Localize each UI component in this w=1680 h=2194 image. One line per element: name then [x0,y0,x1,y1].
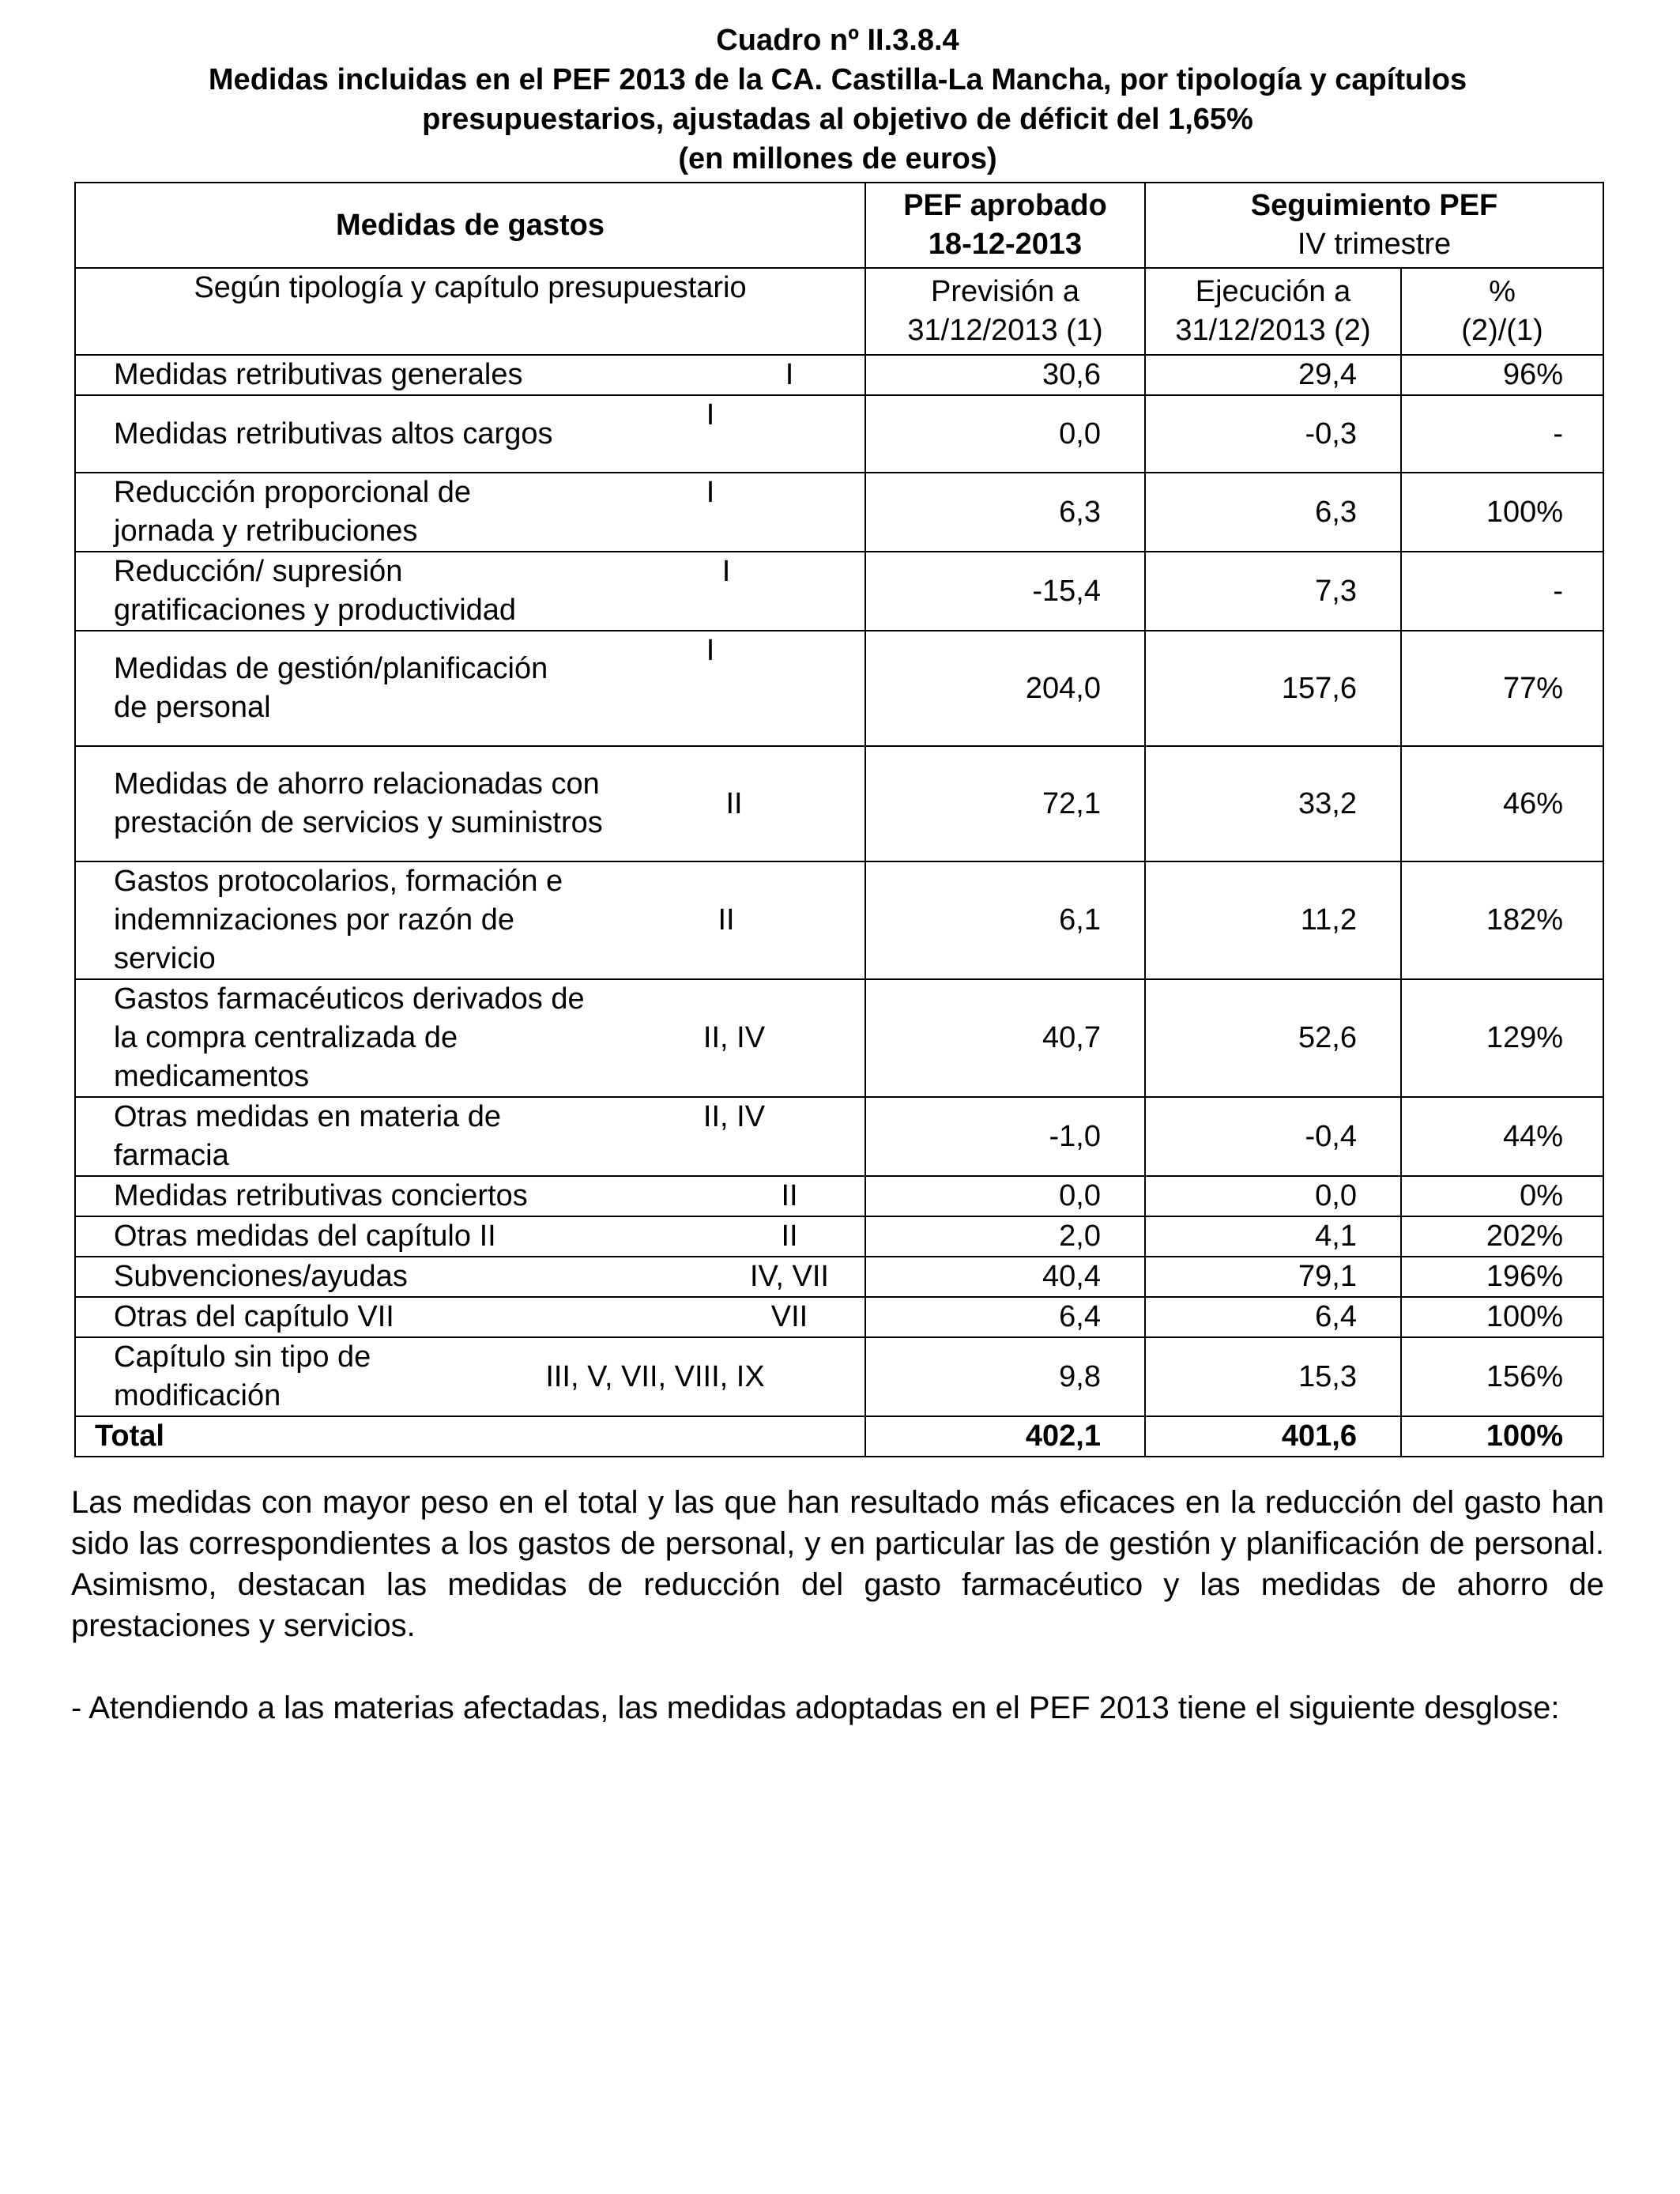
total-porcentaje: 100% [1401,1416,1603,1457]
row-chapter: II [718,903,735,937]
table-row [75,473,1603,552]
row-description-cell [75,861,865,979]
table-row [75,861,1603,979]
row-porcentaje: 196% [1401,1257,1603,1297]
row-chapter: IV, VII [750,1260,829,1293]
row-description: Otras del capítulo VII [114,1300,394,1333]
table-row [75,552,1603,631]
row-description: Otras medidas en materia de farmacia [114,1100,502,1172]
measures-table [74,182,1604,1457]
table-row [75,1176,1603,1216]
row-porcentaje: 182% [1401,861,1603,979]
row-ejecucion: 15,3 [1145,1337,1401,1416]
row-chapter: II, IV [703,1021,766,1054]
row-ejecucion: 33,2 [1145,746,1401,861]
table-row [75,631,1603,746]
row-description: Otras medidas del capítulo II [114,1220,496,1253]
row-prevision: 6,4 [865,1297,1145,1337]
row-prevision: 72,1 [865,746,1145,861]
row-description: Medidas retributivas conciertos [114,1179,528,1212]
row-description-cell [75,746,865,861]
row-porcentaje: 46% [1401,746,1603,861]
row-description: Medidas retributivas altos cargos [114,417,553,450]
row-chapter: III, V, VII, VIII, IX [545,1359,765,1393]
total-label: Total [75,1416,865,1457]
row-chapter: II [781,1220,798,1253]
row-description: Medidas retributivas generales [114,358,523,391]
table-row [75,1257,1603,1297]
row-prevision: -15,4 [865,552,1145,631]
table-row [75,1297,1603,1337]
row-porcentaje: 202% [1401,1216,1603,1257]
row-description-cell [75,1297,865,1337]
row-ejecucion: -0,4 [1145,1097,1401,1176]
table-title-block [71,21,1604,179]
row-chapter: II [725,786,743,820]
table-row [75,1097,1603,1176]
row-description-cell [75,552,865,631]
row-description-cell [75,1257,865,1297]
row-description-cell [75,979,865,1097]
header-seguimiento: Seguimiento PEF IV trimestre [1145,183,1603,268]
header-ejecucion: Ejecución a 31/12/2013 (2) [1145,268,1401,355]
header-medidas: Medidas de gastos [75,183,865,268]
row-chapter: I [785,358,794,391]
row-description: Subvenciones/ayudas [114,1260,408,1293]
row-porcentaje: 96% [1401,355,1603,395]
row-porcentaje: 156% [1401,1337,1603,1416]
row-ejecucion: 11,2 [1145,861,1401,979]
row-ejecucion: 157,6 [1145,631,1401,746]
row-prevision: 30,6 [865,355,1145,395]
row-description-cell [75,631,865,746]
row-description-cell [75,395,865,473]
header-porcentaje: % (2)/(1) [1401,268,1603,355]
row-description: Capítulo sin tipo de modificación [114,1340,371,1412]
row-porcentaje: 100% [1401,1297,1603,1337]
row-prevision: 0,0 [865,1176,1145,1216]
paragraph-1: Las medidas con mayor peso en el total y las que han resultado más eficaces en la reducción del gasto han sido las correspondientes a los gastos de personal, y en particular las de gestión y planificación de personal. Asimismo, destacan las medidas de reducción del gasto farmacéutico y las medidas de ahorro de prestaciones y servicios. [71,1485,1604,1643]
row-ejecucion: 7,3 [1145,552,1401,631]
row-prevision: 204,0 [865,631,1145,746]
row-porcentaje: 0% [1401,1176,1603,1216]
row-prevision: 2,0 [865,1216,1145,1257]
row-prevision: 40,4 [865,1257,1145,1297]
row-prevision: 40,7 [865,979,1145,1097]
paragraph-2: - Atendiendo a las materias afectadas, las medidas adoptadas en el PEF 2013 tiene el siguiente desglose: [71,1691,1560,1725]
table-row [75,1337,1603,1416]
table-number: Cuadro nº II.3.8.4 [716,24,959,57]
row-porcentaje: 100% [1401,473,1603,552]
total-row [75,1416,1603,1457]
row-ejecucion: 6,4 [1145,1297,1401,1337]
total-ejecucion: 401,6 [1145,1416,1401,1457]
row-ejecucion: 4,1 [1145,1216,1401,1257]
row-ejecucion: -0,3 [1145,395,1401,473]
row-prevision: 6,3 [865,473,1145,552]
row-description: Reducción/ supresión gratificaciones y productividad [114,555,517,627]
row-prevision: -1,0 [865,1097,1145,1176]
row-ejecucion: 29,4 [1145,355,1401,395]
header-pef-aprobado: PEF aprobado 18-12-2013 [865,183,1145,268]
table-row [75,395,1603,473]
table-units: (en millones de euros) [678,142,997,175]
row-ejecucion: 0,0 [1145,1176,1401,1216]
row-description: Gastos farmacéuticos derivados de la compra centralizada de medicamentos [114,982,585,1093]
row-prevision: 6,1 [865,861,1145,979]
row-description-cell [75,1097,865,1176]
row-chapter: I [706,634,715,667]
row-chapter: II, IV [703,1100,766,1133]
table-row [75,979,1603,1097]
table-row [75,746,1603,861]
row-chapter: II [781,1179,798,1212]
total-prevision: 402,1 [865,1416,1145,1457]
row-prevision: 9,8 [865,1337,1145,1416]
header-tipologia: Según tipología y capítulo presupuestario [75,268,865,355]
row-ejecucion: 6,3 [1145,473,1401,552]
row-description-cell [75,1176,865,1216]
row-porcentaje: 44% [1401,1097,1603,1176]
table-title-line-2: presupuestarios, ajustadas al objetivo de déficit del 1,65% [422,103,1253,136]
row-prevision: 0,0 [865,395,1145,473]
table-row [75,1216,1603,1257]
row-description-cell [75,473,865,552]
row-description: Reducción proporcional de jornada y retribuciones [114,476,472,548]
row-porcentaje: - [1401,552,1603,631]
row-chapter: I [721,555,731,588]
row-porcentaje: - [1401,395,1603,473]
row-description: Medidas de gestión/planificación de personal [114,652,548,724]
row-ejecucion: 52,6 [1145,979,1401,1097]
row-description-cell [75,355,865,395]
row-porcentaje: 77% [1401,631,1603,746]
row-chapter: I [706,476,715,509]
row-description-cell [75,1216,865,1257]
row-chapter: VII [770,1300,808,1333]
row-description: Gastos protocolarios, formación e indemnizaciones por razón de servicio [114,865,563,975]
row-ejecucion: 79,1 [1145,1257,1401,1297]
header-prevision: Previsión a 31/12/2013 (1) [865,268,1145,355]
row-porcentaje: 129% [1401,979,1603,1097]
row-chapter: I [706,398,715,432]
row-description: Medidas de ahorro relacionadas con prestación de servicios y suministros [114,767,603,839]
table-row [75,355,1603,395]
row-description-cell [75,1337,865,1416]
table-title-line-1: Medidas incluidas en el PEF 2013 de la CA. Castilla-La Mancha, por tipología y capítulos [208,63,1467,96]
